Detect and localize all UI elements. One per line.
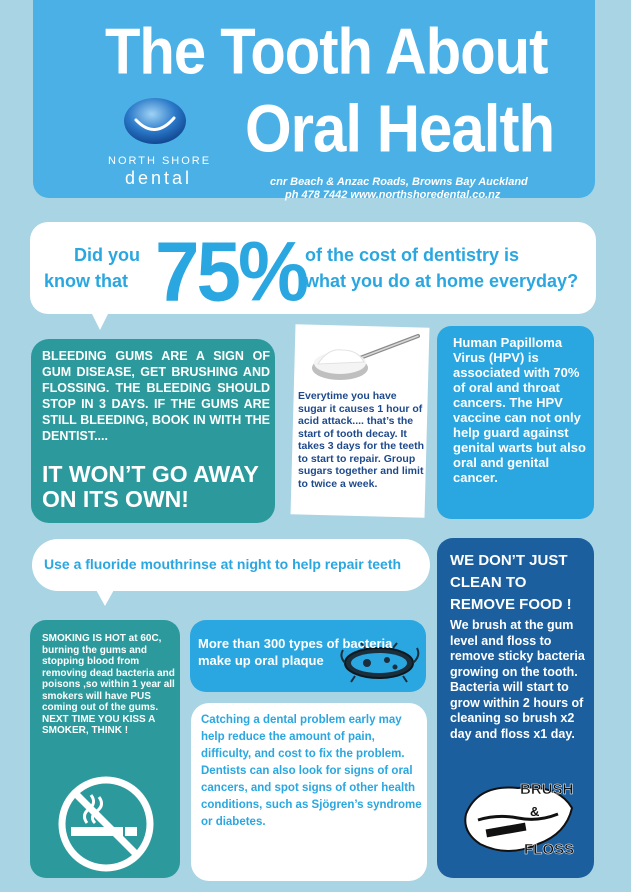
cleaning-heading: WE DON’T JUST CLEAN TO REMOVE FOOD ! bbox=[450, 552, 572, 613]
no-smoking-icon bbox=[57, 775, 155, 873]
stat-tail-line2: what you do at home everyday? bbox=[305, 271, 579, 291]
stat-bubble-tail bbox=[90, 310, 110, 330]
floss-sticker-word: FLOSS bbox=[524, 841, 575, 858]
page-title-line1: The Tooth About bbox=[105, 15, 548, 88]
stat-percent: 75% bbox=[155, 225, 307, 319]
address-line: cnr Beach & Anzac Roads, Browns Bay Auckland bbox=[270, 176, 528, 188]
bacteria-line2: make up oral plaque bbox=[198, 653, 324, 668]
gums-emphasis: IT WON’T GO AWAY ON ITS OWN! bbox=[42, 461, 259, 512]
sugar-spoon-icon bbox=[300, 330, 420, 388]
smoking-text bbox=[42, 633, 180, 737]
page-title-line2: Oral Health bbox=[245, 91, 555, 167]
gums-text: BLEEDING GUMS ARE A SIGN OF GUM DISEASE, GET BRUSHING AND FLOSSING. THE BLEEDING SHOULD STOP IN 3 DAYS. IF THE GUMS ARE STILL BLEEDING, BOOK IN WITH THE DENTIST.... bbox=[42, 349, 270, 443]
early-detection-text: Catching a dental problem early may help reduce the amount of pain, difficulty, and cost to fix the problem. Dentists can also look for signs of oral cancers, and spot signs of other health conditions, such as Sjögren’s syndrome or diabetes. bbox=[201, 714, 422, 828]
hpv-text: Human Papilloma Virus (HPV) is associated with 70% of oral and throat cancers. The HPV vaccine can not only help guard against genital warts but also oral and genital cancer. bbox=[453, 335, 586, 485]
sugar-text: Everytime you have sugar it causes 1 hour of acid attack.... that’s the start of tooth decay. It takes 3 days for the teeth to start to repair. Group sugars together and limit to twice a week. bbox=[298, 390, 425, 490]
brush-sticker-amp: & bbox=[530, 804, 540, 819]
stat-lead-line1: Did you bbox=[74, 245, 140, 265]
stat-lead-line2: know that bbox=[44, 271, 128, 291]
contact-line: ph 478 7442 www.northshoredental.co.nz bbox=[285, 189, 501, 201]
bacteria-line1: More than 300 types of bacteria bbox=[198, 636, 393, 651]
fluoride-text: Use a fluoride mouthrinse at night to help repair teeth bbox=[44, 556, 402, 572]
brand-name: NORTH SHORE bbox=[108, 155, 212, 167]
stat-tail-line1: of the cost of dentistry is bbox=[305, 245, 520, 265]
cleaning-text: We brush at the gum level and floss to remove sticky bacteria growing on the tooth. Bacteria will start to grow within 2 hours of cleaning so brush x2 day and floss x1 day. bbox=[450, 618, 585, 741]
smile-logo-icon bbox=[122, 96, 188, 146]
fluoride-bubble-tail bbox=[95, 588, 115, 606]
smoking-body: SMOKING IS HOT at 60C, burning the gums and stopping blood from removing dead bacteria and poisons ,so within 1 year all smokers will have PUS coming out of the gums. bbox=[42, 633, 175, 713]
stat-bubble bbox=[30, 222, 596, 314]
brush-sticker-word: BRUSH bbox=[520, 781, 574, 798]
brush-floss-icon bbox=[458, 774, 580, 860]
smoking-warning: NEXT TIME YOU KISS A SMOKER, THINK ! bbox=[42, 713, 155, 736]
brand-subname: dental bbox=[125, 168, 193, 188]
